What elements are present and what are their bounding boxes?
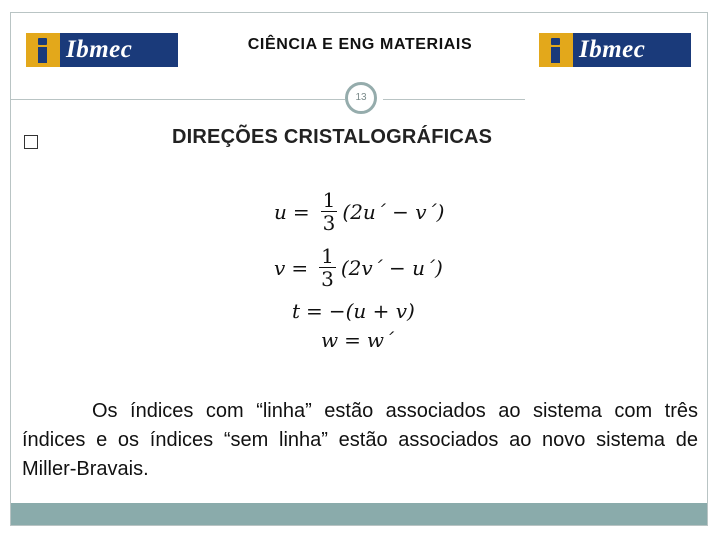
square-bullet-icon (24, 135, 38, 149)
fraction: $\frac{1}{3}$ (322, 188, 336, 235)
header-divider (11, 99, 345, 100)
logo-wordmark: Ibmec (579, 36, 646, 63)
ibmec-logo-left (26, 33, 178, 67)
equation-w: w = w´ (321, 328, 395, 352)
eq-lhs: t (292, 299, 301, 323)
eq-rhs: w´ (366, 328, 395, 352)
explanation-paragraph: Os índices com “linha” estão associados ao sistema com três índices e os índices “sem linha” estão associados ao novo sistema de Miller-Bravais. (22, 400, 698, 480)
eq-rhs: (2u´ − v´) (342, 199, 445, 224)
eq-lhs: u (274, 199, 287, 224)
logo-wordmark: Ibmec (66, 36, 133, 63)
header-divider (383, 99, 525, 100)
slide-title: DIREÇÕES CRISTALOGRÁFICAS (172, 126, 493, 148)
eq-rhs: −(u + v) (328, 299, 415, 323)
equation-t: t = −(u + v) (292, 299, 415, 323)
footer-bar (11, 503, 707, 525)
eq-lhs: v (274, 255, 286, 280)
course-title: CIÊNCIA E ENG MATERIAIS (247, 36, 473, 53)
page-number-badge: 13 (345, 82, 377, 114)
ibmec-mark-icon (539, 33, 573, 67)
ibmec-mark-icon (26, 33, 60, 67)
equation-u: u = $\frac{1}{3}$ (2u´ − v´) (274, 188, 445, 235)
eq-rhs: (2v´ − u´) (340, 255, 443, 280)
fraction: $\frac{1}{3}$ (321, 244, 334, 291)
eq-lhs: w (321, 328, 339, 352)
equation-v: v = $\frac{1}{3}$ (2v´ − u´) (274, 244, 443, 291)
ibmec-logo-right (539, 33, 691, 67)
